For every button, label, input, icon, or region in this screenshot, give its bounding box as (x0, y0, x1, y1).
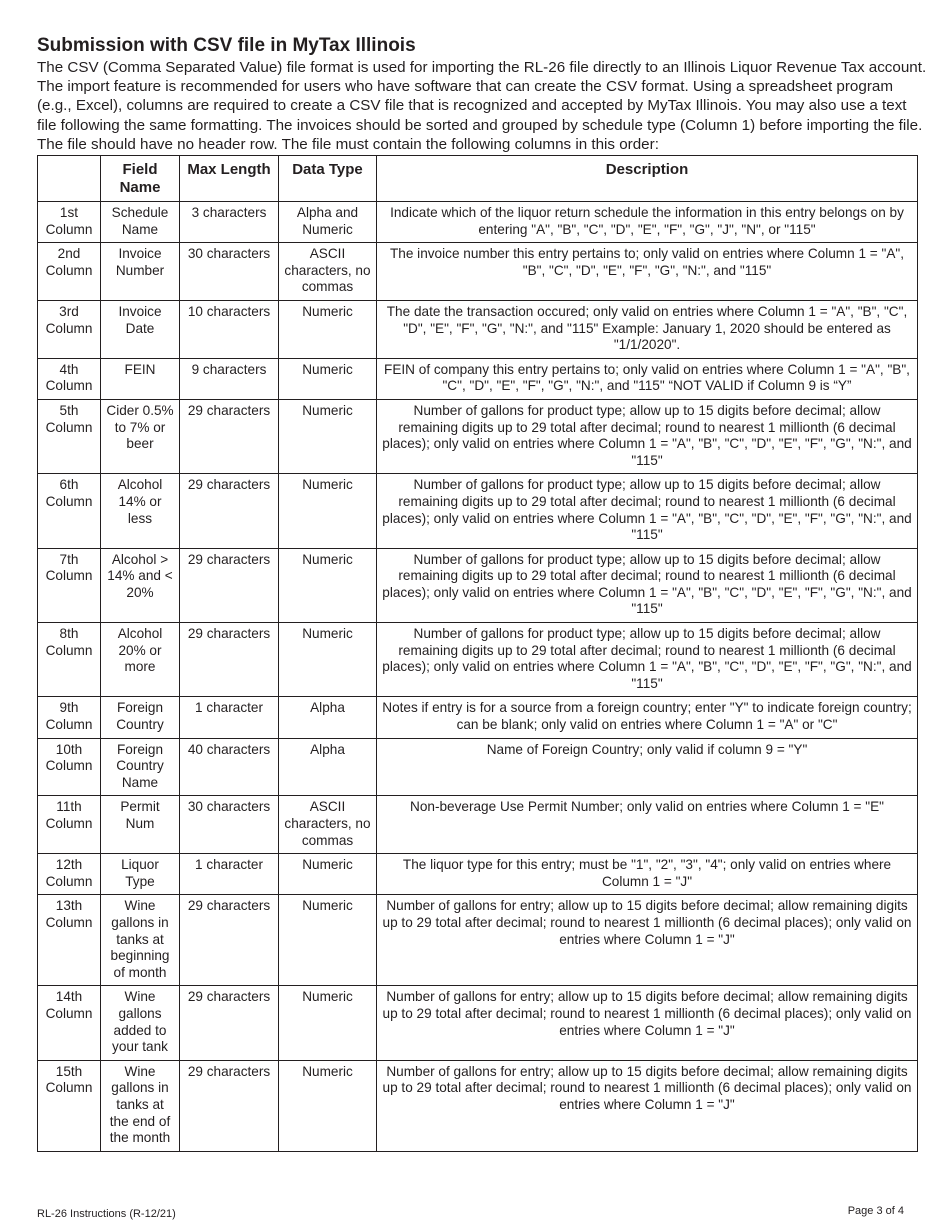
csv-columns-table (37, 155, 918, 1152)
table-row (38, 796, 918, 854)
data-type-cell: Numeric (279, 399, 377, 473)
max-length-cell: 3 characters (180, 202, 279, 243)
data-type-cell: Numeric (279, 1060, 377, 1151)
max-length-cell: 30 characters (180, 796, 279, 854)
column-cell: 10th Column (38, 738, 101, 796)
column-cell: 4th Column (38, 358, 101, 399)
data-type-cell: Numeric (279, 474, 377, 548)
description-cell: Number of gallons for entry; allow up to 15 digits before decimal; allow remaining digits up to 29 total after decimal; round to nearest 1 millionth (6 decimal places); only valid on entries where Column 1 = "J" (377, 986, 918, 1060)
column-cell: 3rd Column (38, 300, 101, 358)
column-cell: 2nd Column (38, 243, 101, 301)
table-row (38, 623, 918, 697)
data-type-cell: Alpha (279, 738, 377, 796)
description-cell: Number of gallons for product type; allow up to 15 digits before decimal; allow remaining digits up to 29 total after decimal; round to nearest 1 millionth (6 decimal places); only valid on entries where Column 1 = "A", "B", "C", "D", "E", "F", "G", "N:", and "115" (377, 623, 918, 697)
form-id-footer: RL-26 Instructions (R-12/21) (37, 1208, 176, 1220)
table-body (38, 202, 918, 1152)
column-cell: 8th Column (38, 623, 101, 697)
max-length-cell: 9 characters (180, 358, 279, 399)
table-row (38, 854, 918, 895)
header-field-name: Field Name (101, 156, 180, 202)
description-cell: The invoice number this entry pertains to; only valid on entries where Column 1 = "A", "B", "C", "D", "E", "F", "G", "N:", and "115" (377, 243, 918, 301)
max-length-cell: 10 characters (180, 300, 279, 358)
table-row (38, 399, 918, 473)
field-cell: Invoice Number (101, 243, 180, 301)
table-row (38, 895, 918, 986)
description-cell: Name of Foreign Country; only valid if column 9 = "Y" (377, 738, 918, 796)
column-cell: 11th Column (38, 796, 101, 854)
page-number: Page 3 of 4 (847, 1205, 904, 1217)
max-length-cell: 29 characters (180, 474, 279, 548)
table-row (38, 1060, 918, 1151)
field-cell: Wine gallons in tanks at the end of the month (101, 1060, 180, 1151)
field-cell: Alcohol > 14% and < 20% (101, 548, 180, 622)
description-cell: The date the transaction occured; only valid on entries where Column 1 = "A", "B", "C", "D", "E", "F", "G", "N:", and "115" Example: January 1, 2020 should be entered as "1/1/2020". (377, 300, 918, 358)
description-cell: The liquor type for this entry; must be "1", "2", "3", "4"; only valid on entries where Column 1 = "J" (377, 854, 918, 895)
max-length-cell: 30 characters (180, 243, 279, 301)
data-type-cell: Alpha (279, 697, 377, 738)
description-cell: Non-beverage Use Permit Number; only valid on entries where Column 1 = "E" (377, 796, 918, 854)
table-row (38, 738, 918, 796)
table-row (38, 697, 918, 738)
page-title: Submission with CSV file in MyTax Illinois (37, 35, 416, 56)
description-cell: Number of gallons for entry; allow up to 15 digits before decimal; allow remaining digits up to 29 total after decimal; round to nearest 1 millionth (6 decimal places); only valid on entries where Column 1 = "J" (377, 895, 918, 986)
data-type-cell: Numeric (279, 623, 377, 697)
table-row (38, 202, 918, 243)
data-type-cell: Numeric (279, 358, 377, 399)
description-cell: FEIN of company this entry pertains to; only valid on entries where Column 1 = "A", "B", "C", "D", "E", "F", "G", "N:", and "115" “NOT VALID if Column 9 is “Y” (377, 358, 918, 399)
max-length-cell: 29 characters (180, 986, 279, 1060)
data-type-cell: Numeric (279, 548, 377, 622)
data-type-cell: Numeric (279, 986, 377, 1060)
max-length-cell: 29 characters (180, 548, 279, 622)
max-length-cell: 29 characters (180, 623, 279, 697)
field-cell: Permit Num (101, 796, 180, 854)
column-cell: 12th Column (38, 854, 101, 895)
field-cell: Foreign Country Name (101, 738, 180, 796)
max-length-cell: 29 characters (180, 399, 279, 473)
column-cell: 7th Column (38, 548, 101, 622)
table-row (38, 300, 918, 358)
table-row (38, 358, 918, 399)
field-cell: Cider 0.5% to 7% or beer (101, 399, 180, 473)
max-length-cell: 40 characters (180, 738, 279, 796)
data-type-cell: Alpha and Numeric (279, 202, 377, 243)
description-cell: Number of gallons for entry; allow up to 15 digits before decimal; allow remaining digits up to 29 total after decimal; round to nearest 1 millionth (6 decimal places); only valid on entries where Column 1 = "J" (377, 1060, 918, 1151)
table-row (38, 548, 918, 622)
description-cell: Number of gallons for product type; allow up to 15 digits before decimal; allow remaining digits up to 29 total after decimal; round to nearest 1 millionth (6 decimal places); only valid on entries where Column 1 = "A", "B", "C", "D", "E", "F", "G", "N:", and "115" (377, 399, 918, 473)
table-header-row (38, 156, 918, 202)
field-cell: Foreign Country (101, 697, 180, 738)
column-cell: 13th Column (38, 895, 101, 986)
column-cell: 14th Column (38, 986, 101, 1060)
data-type-cell: Numeric (279, 300, 377, 358)
max-length-cell: 29 characters (180, 1060, 279, 1151)
data-type-cell: ASCII characters, no commas (279, 243, 377, 301)
data-type-cell: ASCII characters, no commas (279, 796, 377, 854)
field-cell: Invoice Date (101, 300, 180, 358)
data-type-cell: Numeric (279, 895, 377, 986)
data-type-cell: Numeric (279, 854, 377, 895)
header-data-type: Data Type (279, 156, 377, 202)
max-length-cell: 29 characters (180, 895, 279, 986)
description-cell: Number of gallons for product type; allow up to 15 digits before decimal; allow remaining digits up to 29 total after decimal; round to nearest 1 millionth (6 decimal places); only valid on entries where Column 1 = "A", "B", "C", "D", "E", "F", "G", "N:", and "115" (377, 474, 918, 548)
field-cell: Alcohol 20% or more (101, 623, 180, 697)
table-row (38, 474, 918, 548)
header-column (38, 156, 101, 202)
field-cell: Schedule Name (101, 202, 180, 243)
max-length-cell: 1 character (180, 697, 279, 738)
column-cell: 15th Column (38, 1060, 101, 1151)
description-cell: Notes if entry is for a source from a foreign country; enter "Y" to indicate foreign country; can be blank; only valid on entries where Column 1 = "A" or "C" (377, 697, 918, 738)
column-cell: 6th Column (38, 474, 101, 548)
column-cell: 9th Column (38, 697, 101, 738)
intro-paragraph: The CSV (Comma Separated Value) file format is used for importing the RL-26 file directly to an Illinois Liquor Revenue Tax account. The import feature is recommended for users who have software that can create the CSV format. Using a spreadsheet program (e.g., Excel), columns are required to create a CSV file that is recognized and accepted by MyTax Illinois. You may also use a text file following the same formatting. The invoices should be sorted and grouped by schedule type (Column 1) before importing the file. The file should have no header row. The file must contain the following columns in this order: (37, 59, 927, 153)
field-cell: Liquor Type (101, 854, 180, 895)
column-cell: 5th Column (38, 399, 101, 473)
max-length-cell: 1 character (180, 854, 279, 895)
field-cell: Wine gallons added to your tank (101, 986, 180, 1060)
description-cell: Indicate which of the liquor return schedule the information in this entry belongs on by entering "A", "B", "C", "D", "E", "F", "G", "J", "N", or "115" (377, 202, 918, 243)
field-cell: Alcohol 14% or less (101, 474, 180, 548)
description-cell: Number of gallons for product type; allow up to 15 digits before decimal; allow remaining digits up to 29 total after decimal; round to nearest 1 millionth (6 decimal places); only valid on entries where Column 1 = "A", "B", "C", "D", "E", "F", "G", "N:", and "115" (377, 548, 918, 622)
table-row (38, 986, 918, 1060)
field-cell: FEIN (101, 358, 180, 399)
field-cell: Wine gallons in tanks at beginning of month (101, 895, 180, 986)
header-description: Description (377, 156, 918, 202)
column-cell: 1st Column (38, 202, 101, 243)
table-row (38, 243, 918, 301)
header-max-length: Max Length (180, 156, 279, 202)
